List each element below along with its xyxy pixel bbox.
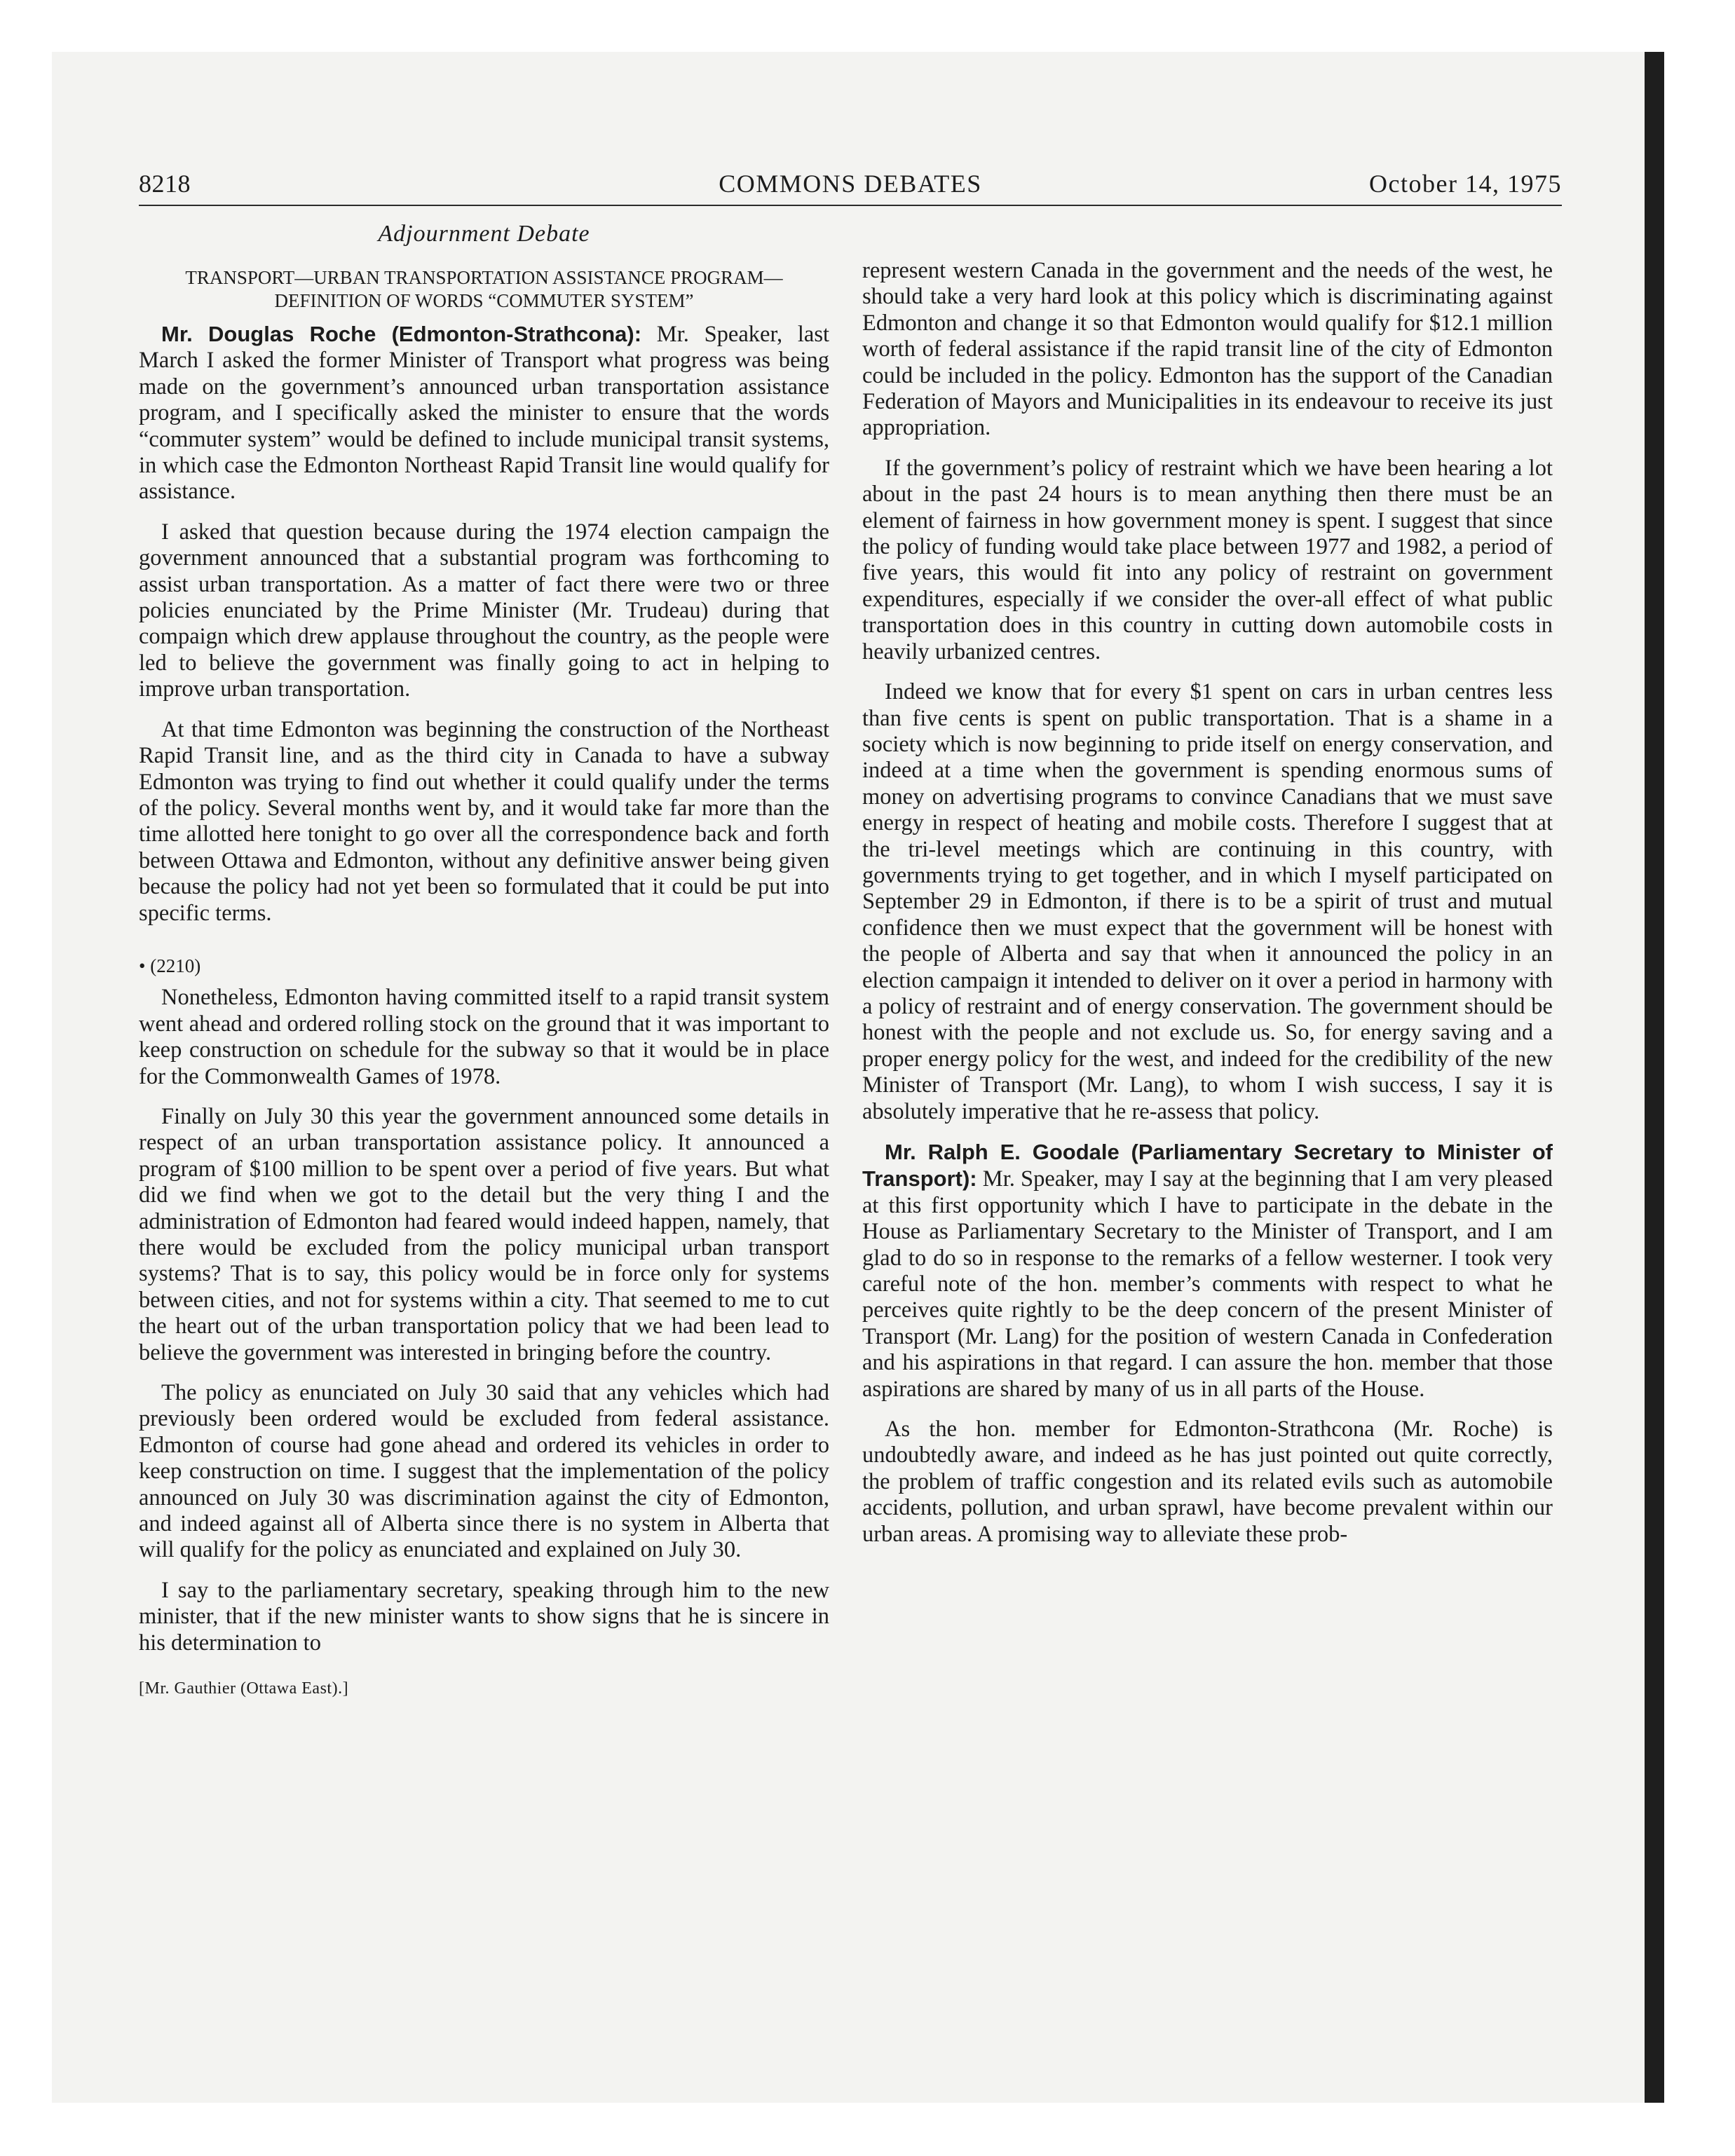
paragraph-text: Mr. Speaker, may I say at the beginning that I am very pleased at this first opportunity which I have to participate in the debate in the House as Parliamentary Secretary to the Minister of Transport, and I am glad to do so in response to the remarks of a fellow westerner. I took very careful note of the hon. member’s comments with respect to what he perceives quite rightly to be the deep concern of the present Minister of Transport (Mr. Lang) for the position of western Canada in Confederation and his aspirations in that regard. I can assure the hon. member that those aspirations are shared by many of us in all parts of the House. <box>862 1166 1553 1402</box>
paragraph: Nonetheless, Edmonton having committed itself to a rapid transit system went ahead and ordered rolling stock on the ground that it was important to keep construction on schedule for the subway so that it would be in place for the Commonwealth Games of 1978. <box>139 985 829 1089</box>
scan-edge-shadow <box>1645 52 1664 2103</box>
paragraph <box>139 321 829 505</box>
paragraph <box>862 1139 1553 1403</box>
paragraph: At that time Edmonton was beginning the construction of the Northeast Rapid Transit line, and as the third city in Canada to have a subway Edmonton was trying to find out whether it could qualify under the terms of the policy. Several months went by, and it would take far more than the time allotted here tonight to go over all the correspondence back and forth between Ottawa and Edmonton, without any definitive answer being given because the policy had not yet been so formulated that it could be put into specific terms. <box>139 716 829 926</box>
time-marker: • (2210) <box>139 955 201 976</box>
debate-topic: TRANSPORT—URBAN TRANSPORTATION ASSISTANCE PROGRAM—DEFINITION OF WORDS “COMMUTER SYSTEM” <box>185 267 783 311</box>
speaker-note: [Mr. Gauthier (Ottawa East).] <box>139 1679 349 1698</box>
paragraph: If the government’s policy of restraint which we have been hearing a lot about in the past 24 hours is to mean anything then there must be an element of fairness in how government money is spent. I suggest that since the policy of funding would take place between 1977 and 1982, a period of five years, this would fit into any policy of restraint on government expenditures, especially if we consider the over-all effect of what public transportation does in this country in cutting down automobile costs in heavily urbanized centres. <box>862 455 1553 664</box>
paragraph: As the hon. member for Edmonton-Strathcona (Mr. Roche) is undoubtedly aware, and indeed as he has just pointed out quite correctly, the problem of traffic congestion and its related evils such as automobile accidents, pollution, and urban sprawl, have become prevalent within our urban areas. A promising way to alleviate these prob- <box>862 1417 1553 1547</box>
page-number: 8218 <box>139 170 191 198</box>
paragraph: represent western Canada in the government and the needs of the west, he should take a very hard look at this policy which is discriminating against Edmonton and change it so that Edmonton would qualify for $12.1 million worth of federal assistance if the rapid transit line of the city of Edmonton could be included in the policy. Edmonton has the support of the Canadian Federation of Mayors and Municipalities in its endeavour to receive its just appropriation. <box>862 258 1553 441</box>
paragraph: I asked that question because during the 1974 election campaign the government announced that a substantial program was forthcoming to assist urban transportation. As a matter of fact there were two or three policies enunciated by the Prime Minister (Mr. Trudeau) during that compaign which drew applause throughout the country, as the people were led to believe the government was finally going to act in helping to improve urban transportation. <box>139 519 829 702</box>
left-column <box>139 212 829 1703</box>
document-page <box>139 167 1562 2017</box>
speaker-name: Mr. Douglas Roche (Edmonton-Strathcona): <box>161 322 642 346</box>
paragraph: The policy as enunciated on July 30 said that any vehicles which had previously been ordered would be excluded from federal assistance. Edmonton of course had gone ahead and ordered its vehicles in order to keep construction on time. I suggest that the implementation of the policy announced on July 30 was discrimination against the city of Edmonton, and indeed against all of Alberta since there is no system in Alberta that will qualify for the policy as enunciated and explained on July 30. <box>139 1380 829 1563</box>
publication-title: COMMONS DEBATES <box>719 170 982 198</box>
paragraph: Indeed we know that for every $1 spent on cars in urban centres less than five cents is spent on public transportation. That is a shame in a society which is now beginning to pride itself on energy conservation, and indeed at a time when the government is spending enormous sums of money on advertising programs to convince Canadians that we must save energy in respect of heating and mobile costs. Therefore I suggest that at the tri-level meetings which are continuing in this country, with governments trying to get together, and in which I myself participated on September 29 in Edmonton, if there is to be a spirit of trust and mutual confidence then we must expect that the government will be honest with the people of Alberta and say that when it announced the policy in an election campaign it intended to deliver on it over a period in harmony with a policy of restraint and of energy conservation. The government should be honest with the people and not exclude us. So, for energy saving and a proper energy policy for the west, and indeed for the credibility of the new Minister of Transport (Mr. Lang), to whom I wish success, I say it is absolutely imperative that he re-assess that policy. <box>862 679 1553 1124</box>
page-header <box>139 167 1562 203</box>
section-heading: Adjournment Debate <box>378 221 590 247</box>
speaker-name: Mr. Ralph E. Goodale (Parliamentary Secretary to Minister of Transport): <box>862 1140 1553 1192</box>
paragraph-text: Mr. Speaker, last March I asked the former Minister of Transport what progress was being made on the government’s announced urban transportation assistance program, and I specifically asked the minister to ensure that the words “commuter system” would be defined to include municipal transit systems, in which case the Edmonton Northeast Rapid Transit line would qualify for assistance. <box>139 322 829 505</box>
paragraph: Finally on July 30 this year the government announced some details in respect of an urban transportation assistance policy. It announced a program of $100 million to be spent over a period of five years. But what did we find when we got to the detail but the very thing I and the administration of Edmonton had feared would indeed happen, namely, that there would be excluded from the policy municipal urban transport systems? That is to say, this policy would be in force only for systems between cities, and not for systems within a city. That seemed to me to cut the heart out of the urban transportation policy that we had been lead to believe the government was interested in bringing before the country. <box>139 1103 829 1365</box>
header-rule <box>139 205 1562 206</box>
right-column <box>862 258 1553 1562</box>
paragraph: I say to the parliamentary secretary, speaking through him to the new minister, that if the new minister wants to show signs that he is sincere in his determination to <box>139 1577 829 1656</box>
publication-date: October 14, 1975 <box>1369 170 1562 198</box>
